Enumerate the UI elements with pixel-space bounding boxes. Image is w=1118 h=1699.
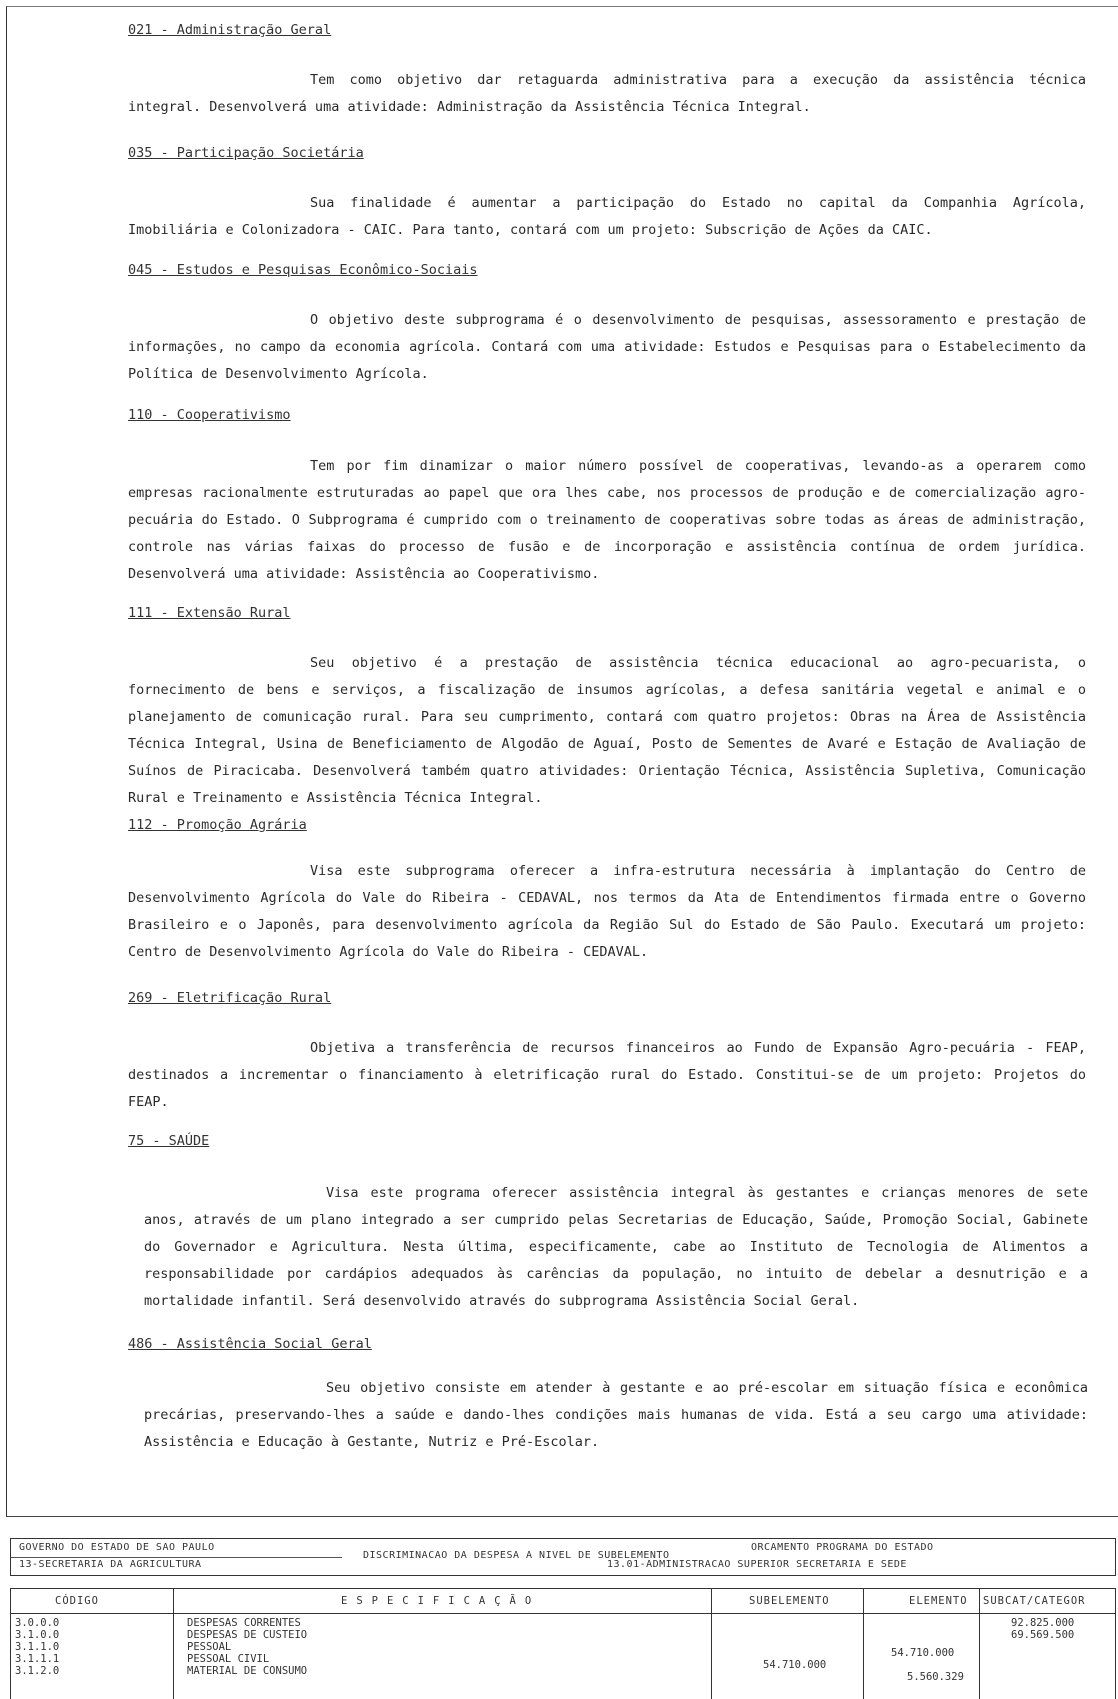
table-header-rule — [11, 1613, 1115, 1614]
column-header-subelemento: SUBELEMENTO — [749, 1595, 830, 1607]
table-row-subelemento: 54.710.000 — [763, 1659, 827, 1671]
section-text-75: Visa este programa oferecer assistência integral às gestantes e crianças menores de sete anos, através de um plano integrado a ser cumprido pelas Secretarias de Educação, Saúde, Promoção Social, Gabinete do Governador e Agricultura. Nesta última, especificamente, cabe ao Instituto de Tecnologia de Alimentos a responsabilidade por cardápios adequados às carências da população, no intuito de debelar a desnutrição e a mortalidade infantil. Será desenvolvido através do subprograma Assistência Social Geral. — [144, 1185, 1088, 1309]
header-rule — [11, 1557, 342, 1558]
table-row-elemento: 54.710.000 — [891, 1647, 955, 1659]
table-row-elemento: 5.560.329 — [907, 1671, 964, 1683]
header-administration: 13.01-ADMINISTRACAO SUPERIOR SECRETARIA E SEDE — [607, 1559, 907, 1570]
header-secretariat: 13-SECRETARIA DA AGRICULTURA — [19, 1559, 202, 1570]
table-row-code: 3.1.1.1 — [15, 1653, 60, 1665]
section-heading-045: 045 - Estudos e Pesquisas Econômico-Sociais — [128, 262, 478, 278]
section-text-110: Tem por fim dinamizar o maior número possível de cooperativas, levando-as a operarem como empresas racionalmente estruturadas ao papel que ora lhes cabe, nos processos de produção e de comercialização agro-pecuária do Estado. O Subprograma é cumprido com o treinamento de cooperativas sobre todas as áreas de administração, controle nas várias faixas do processo de fusão e de incorporação e assistência contínua de ordem jurídica. Desenvolverá uma atividade: Assistência ao Cooperativismo. — [128, 458, 1086, 582]
header-government: GOVERNO DO ESTADO DE SAO PAULO — [19, 1542, 215, 1553]
table-row-code: 3.1.1.0 — [15, 1641, 60, 1653]
table-row-spec: PESSOAL CIVIL — [187, 1653, 270, 1665]
table-row-subcat: 92.825.000 — [1011, 1617, 1075, 1629]
table-row-spec: PESSOAL — [187, 1641, 232, 1653]
section-heading-112: 112 - Promoção Agrária — [128, 817, 307, 833]
table-row-code: 3.1.0.0 — [15, 1629, 60, 1641]
section-text-045: O objetivo deste subprograma é o desenvolvimento de pesquisas, assessoramento e prestação de informações, no campo da economia agrícola. Contará com uma atividade: Estudos e Pesquisas para o Estabelecimento da Política de Desenvolvimento Agrícola. — [128, 312, 1086, 382]
column-rule — [711, 1589, 712, 1699]
column-header-subcat: SUBCAT/CATEGOR — [983, 1595, 1086, 1607]
column-header-codigo: CÓDIGO — [55, 1595, 99, 1607]
header-discrimination: DISCRIMINACAO DA DESPESA A NIVEL DE SUBELEMENTO — [363, 1550, 670, 1561]
table-row-spec: MATERIAL DE CONSUMO — [187, 1665, 308, 1677]
column-header-elemento: ELEMENTO — [909, 1595, 968, 1607]
section-heading-269: 269 - Eletrificação Rural — [128, 990, 332, 1006]
section-text-111: Seu objetivo é a prestação de assistência técnica educacional ao agro-pecuarista, o fornecimento de bens e serviços, a fiscalização de insumos agrícolas, a defesa sanitária vegetal e animal e o planejamento de comunicação rural. Para seu cumprimento, contará com quatro projetos: Obras na Área de Assistência Técnica Integral, Usina de Beneficiamento de Algodão de Aguaí, Posto de Sementes de Avaré e Estação de Avaliação de Suínos de Piracicaba. Desenvolverá também quatro atividades: Orientação Técnica, Assistência Supletiva, Comunicação Rural e Treinamento e Assistência Técnica Integral. — [128, 655, 1086, 806]
page-divider — [6, 1516, 1118, 1517]
budget-header — [10, 1538, 1116, 1576]
section-heading-035: 035 - Participação Societária — [128, 145, 364, 161]
section-heading-110: 110 - Cooperativismo — [128, 407, 291, 423]
column-rule — [863, 1589, 864, 1699]
section-text-486: Seu objetivo consiste em atender à gestante e ao pré-escolar em situação física e econômica precárias, preservando-lhes a saúde e dando-lhes condições mais humanas de vida. Está a seu cargo uma atividade: Assistência e Educação à Gestante, Nutriz e Pré-Escolar. — [144, 1380, 1088, 1450]
section-heading-111: 111 - Extensão Rural — [128, 605, 291, 621]
section-heading-75: 75 - SAÚDE — [128, 1133, 210, 1149]
table-row-spec: DESPESAS DE CUSTEIO — [187, 1629, 308, 1641]
column-rule — [979, 1589, 980, 1699]
table-row-spec: DESPESAS CORRENTES — [187, 1617, 301, 1629]
column-rule — [173, 1589, 174, 1699]
column-header-especificacao: ESPECIFICAÇÃO — [341, 1595, 541, 1607]
expense-table — [10, 1588, 1116, 1699]
table-row-subcat: 69.569.500 — [1011, 1629, 1075, 1641]
table-row-code: 3.0.0.0 — [15, 1617, 60, 1629]
section-heading-021: 021 - Administração Geral — [128, 22, 332, 38]
table-row-code: 3.1.2.0 — [15, 1665, 60, 1677]
section-text-269: Objetiva a transferência de recursos financeiros ao Fundo de Expansão Agro-pecuária - FEAP, destinados a incrementar o financiamento à eletrificação rural do Estado. Constitui-se de um projeto: Projetos do FEAP. — [128, 1040, 1086, 1110]
header-budget-program: ORCAMENTO PROGRAMA DO ESTADO — [751, 1542, 934, 1553]
section-heading-486: 486 - Assistência Social Geral — [128, 1336, 372, 1352]
section-text-021: Tem como objetivo dar retaguarda administrativa para a execução da assistência técnica integral. Desenvolverá uma atividade: Administração da Assistência Técnica Integral. — [128, 72, 1086, 115]
section-text-035: Sua finalidade é aumentar a participação do Estado no capital da Companhia Agrícola, Imobiliária e Colonizadora - CAIC. Para tanto, contará com um projeto: Subscrição de Ações da CAIC. — [128, 195, 1086, 238]
section-text-112: Visa este subprograma oferecer a infra-estrutura necessária à implantação do Centro de Desenvolvimento Agrícola do Vale do Ribeira - CEDAVAL, nos termos da Ata de Entendimentos firmada entre o Governo Brasileiro e o Japonês, para desenvolvimento agrícola da Região Sul do Estado de São Paulo. Executará um projeto: Centro de Desenvolvimento Agrícola do Vale do Ribeira - CEDAVAL. — [128, 863, 1086, 960]
